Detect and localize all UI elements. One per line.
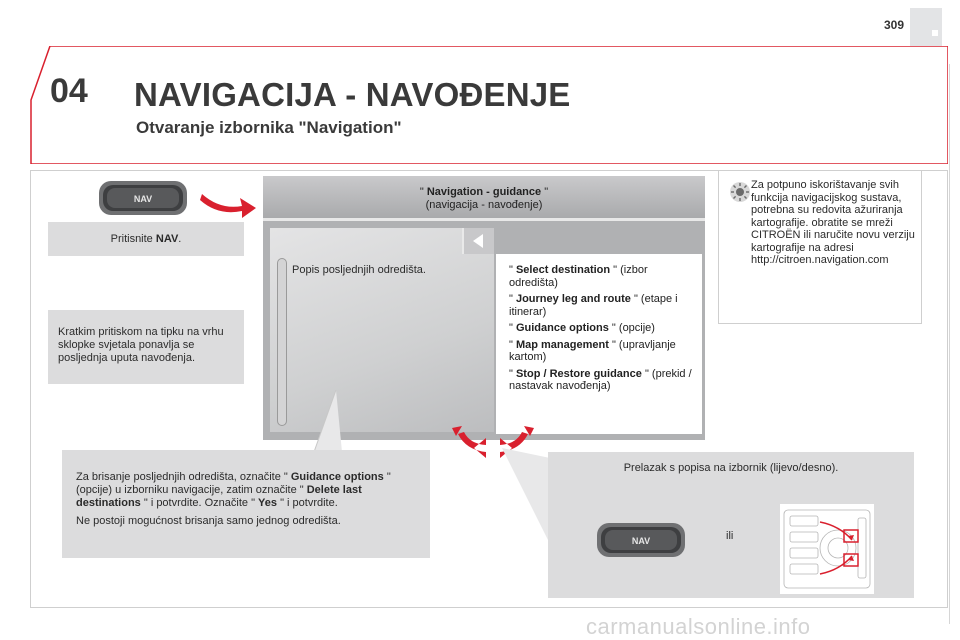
scrollbar — [277, 258, 287, 426]
short-press-box — [48, 310, 244, 384]
screen-top-text: " Navigation - guidance " (navigacija - navođenje) — [419, 186, 549, 211]
page-subtitle: Otvaranje izbornika "Navigation" — [136, 118, 402, 137]
nav-button-label-bottom: NAV — [631, 536, 651, 546]
menu-item-map-management: " Map management " (upravljanje kartom) — [509, 338, 676, 363]
chapter-number: 04 — [50, 72, 88, 110]
short-press-text: Kratkim pritiskom na tipku na vrhu sklopke svjetala ponavlja se posljednja uputa navođenja. — [58, 326, 224, 364]
corner-dot — [932, 30, 938, 36]
watermark: carmanualsonline.info — [586, 614, 811, 639]
nav-button-label: NAV — [133, 194, 153, 204]
light-bulb-icon — [729, 181, 751, 203]
info-text: Za potpuno iskorištavanje svih funkcija navigacijskog sustava, potrebna su redovita ažuriranja kartografije. obratite se mreži CITROËN ili naručite novu verziju kartografije na adresi http://citroen.navigation.com — [751, 179, 915, 266]
menu-item-select-destination: " Select destination " (izbor odredišta) — [509, 264, 648, 289]
control-panel-image — [780, 504, 874, 594]
page-number: 309 — [883, 18, 904, 32]
corner-tab — [910, 8, 942, 48]
transition-text: Prelazak s popisa na izbornik (lijevo/desno). — [623, 462, 839, 474]
red-arrow-right-icon — [198, 186, 258, 220]
press-suffix: . — [178, 233, 182, 245]
recent-destinations-label: Popis posljednjih odredišta. — [292, 264, 426, 276]
right-rule — [949, 64, 950, 624]
menu-item-stop-restore: " Stop / Restore guidance " (prekid / nastavak navođenja) — [509, 367, 692, 392]
press-key: NAV — [155, 233, 179, 245]
press-nav-box — [48, 222, 244, 256]
or-text: ili — [726, 530, 734, 542]
screen-separator — [263, 218, 705, 221]
page-title: NAVIGACIJA - NAVOĐENJE — [134, 76, 571, 113]
back-triangle-icon — [464, 228, 494, 254]
menu-item-journey-leg: " Journey leg and route " (etape i itinerar) — [509, 293, 678, 318]
screen-top-label: Navigation - guidance — [426, 186, 542, 198]
callout-pointer-left — [294, 390, 354, 454]
press-prefix: Pritisnite — [110, 233, 156, 245]
delete-note: Ne postoji mogućnost brisanja samo jednog odredišta. — [76, 515, 341, 527]
nav-button-image-bottom — [596, 520, 686, 560]
menu-item-guidance-options: " Guidance options " (opcije) — [509, 322, 655, 334]
delete-instructions: Za brisanje posljednjih odredišta, označite " Guidance options " (opcije) u izborniku navigacije, zatim označite " Delete last destinations " i potvrdite. Označite " Yes " i potvrdite. — [76, 471, 391, 509]
navigation-menu-list — [509, 264, 699, 397]
nav-button-image — [98, 178, 188, 218]
delete-destinations-box — [62, 450, 430, 558]
info-box — [718, 170, 922, 324]
back-button — [462, 228, 494, 254]
screen-top-translation: (navigacija - navođenje) — [425, 199, 543, 211]
